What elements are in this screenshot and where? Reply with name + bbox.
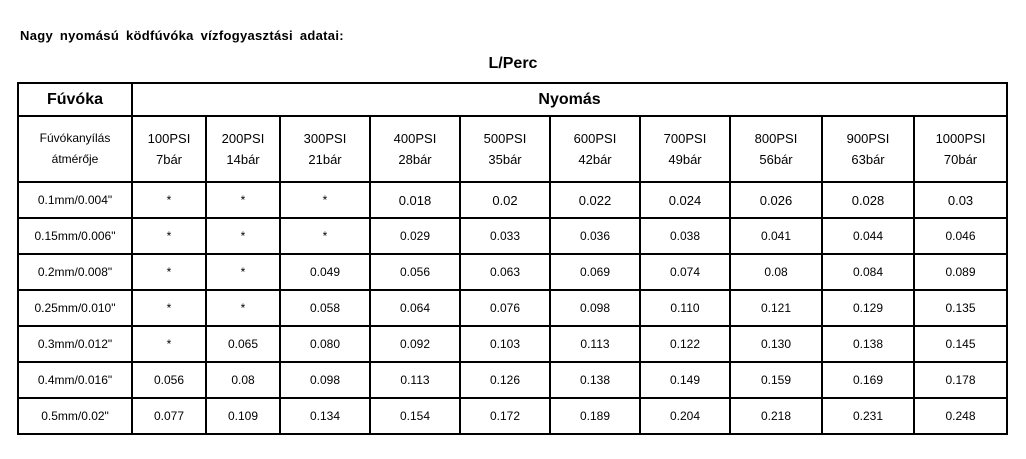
flow-value-cell: 0.154: [370, 398, 460, 434]
flow-value-cell: *: [132, 326, 206, 362]
pressure-header-cell: [550, 116, 640, 182]
pressure-header-cell: [206, 116, 280, 182]
nozzle-size-cell: 0.1mm/0.004": [18, 182, 132, 218]
flow-value-cell: 0.145: [914, 326, 1007, 362]
flow-value-cell: *: [132, 290, 206, 326]
flow-value-cell: 0.084: [822, 254, 914, 290]
flow-value-cell: 0.028: [822, 182, 914, 218]
table-row: [18, 254, 1007, 290]
pressure-bar: 63bár: [851, 152, 885, 167]
pressure-psi: 1000PSI: [935, 131, 986, 146]
pressure-header-cell: [132, 116, 206, 182]
pressure-psi: 400PSI: [393, 131, 437, 146]
diameter-header: [18, 116, 132, 182]
flow-value-cell: 0.178: [914, 362, 1007, 398]
flow-value-cell: *: [280, 218, 370, 254]
pressure-bar: 70bár: [943, 152, 978, 167]
pressure-bar: 14bár: [226, 152, 260, 167]
flow-value-cell: 0.08: [206, 362, 280, 398]
pressure-header-cell: [822, 116, 914, 182]
flow-value-cell: 0.036: [550, 218, 640, 254]
pressure-bar: 21bár: [308, 152, 342, 167]
flow-value-cell: 0.064: [370, 290, 460, 326]
pressure-bar: 42bár: [578, 152, 612, 167]
diameter-label-line2: átmérője: [51, 152, 99, 166]
flow-value-cell: 0.231: [822, 398, 914, 434]
flow-value-cell: *: [280, 182, 370, 218]
table-row: [18, 326, 1007, 362]
flow-value-cell: 0.03: [914, 182, 1007, 218]
table-row: [18, 362, 1007, 398]
flow-value-cell: 0.049: [280, 254, 370, 290]
page-heading: Nagy nyomású ködfúvóka vízfogyasztási adatai:: [20, 28, 344, 43]
flow-value-cell: 0.026: [730, 182, 822, 218]
water-consumption-table: [17, 82, 1008, 435]
unit-label: L/Perc: [488, 55, 538, 72]
pressure-header: Nyomás: [132, 83, 1007, 116]
flow-value-cell: 0.024: [640, 182, 730, 218]
flow-value-cell: 0.149: [640, 362, 730, 398]
flow-value-cell: 0.130: [730, 326, 822, 362]
flow-value-cell: 0.041: [730, 218, 822, 254]
flow-value-cell: 0.098: [550, 290, 640, 326]
flow-value-cell: 0.080: [280, 326, 370, 362]
pressure-header-cell: [914, 116, 1007, 182]
flow-value-cell: 0.248: [914, 398, 1007, 434]
flow-value-cell: 0.159: [730, 362, 822, 398]
nozzle-size-cell: 0.25mm/0.010": [18, 290, 132, 326]
flow-value-cell: 0.046: [914, 218, 1007, 254]
pressure-psi: 500PSI: [483, 131, 527, 146]
flow-value-cell: 0.089: [914, 254, 1007, 290]
flow-value-cell: *: [132, 182, 206, 218]
header-row-pressures: [18, 116, 1007, 182]
flow-value-cell: 0.076: [460, 290, 550, 326]
diameter-label-line1: Fúvókanyílás: [39, 131, 111, 145]
table-row: [18, 218, 1007, 254]
flow-value-cell: 0.098: [280, 362, 370, 398]
pressure-psi: 800PSI: [754, 131, 798, 146]
pressure-psi: 100PSI: [147, 131, 191, 146]
pressure-psi: 200PSI: [221, 131, 265, 146]
flow-value-cell: 0.126: [460, 362, 550, 398]
flow-value-cell: 0.069: [550, 254, 640, 290]
flow-value-cell: *: [206, 254, 280, 290]
flow-value-cell: 0.056: [370, 254, 460, 290]
pressure-bar: 7bár: [155, 152, 183, 167]
flow-value-cell: *: [206, 182, 280, 218]
nozzle-size-cell: 0.5mm/0.02": [18, 398, 132, 434]
flow-value-cell: 0.044: [822, 218, 914, 254]
nozzle-header: Fúvóka: [18, 83, 132, 116]
flow-value-cell: 0.074: [640, 254, 730, 290]
nozzle-size-cell: 0.15mm/0.006": [18, 218, 132, 254]
flow-value-cell: 0.018: [370, 182, 460, 218]
pressure-bar: 49bár: [668, 152, 702, 167]
pressure-psi: 600PSI: [573, 131, 617, 146]
flow-value-cell: 0.134: [280, 398, 370, 434]
pressure-bar: 56bár: [759, 152, 793, 167]
pressure-psi: 900PSI: [846, 131, 890, 146]
flow-value-cell: 0.110: [640, 290, 730, 326]
flow-value-cell: 0.092: [370, 326, 460, 362]
flow-value-cell: *: [132, 218, 206, 254]
flow-value-cell: 0.056: [132, 362, 206, 398]
flow-value-cell: 0.02: [460, 182, 550, 218]
pressure-psi: 700PSI: [663, 131, 707, 146]
flow-value-cell: 0.063: [460, 254, 550, 290]
flow-value-cell: *: [206, 290, 280, 326]
flow-value-cell: 0.058: [280, 290, 370, 326]
nozzle-size-cell: 0.4mm/0.016": [18, 362, 132, 398]
pressure-bar: 28bár: [398, 152, 432, 167]
table-row: [18, 398, 1007, 434]
pressure-header-cell: [730, 116, 822, 182]
flow-value-cell: 0.029: [370, 218, 460, 254]
flow-value-cell: 0.109: [206, 398, 280, 434]
flow-value-cell: 0.138: [550, 362, 640, 398]
flow-value-cell: 0.038: [640, 218, 730, 254]
flow-value-cell: 0.022: [550, 182, 640, 218]
flow-value-cell: 0.065: [206, 326, 280, 362]
nozzle-size-cell: 0.2mm/0.008": [18, 254, 132, 290]
flow-value-cell: 0.121: [730, 290, 822, 326]
flow-value-cell: 0.08: [730, 254, 822, 290]
flow-value-cell: 0.135: [914, 290, 1007, 326]
flow-value-cell: 0.113: [370, 362, 460, 398]
pressure-bar: 35bár: [488, 152, 522, 167]
flow-value-cell: 0.033: [460, 218, 550, 254]
flow-value-cell: 0.077: [132, 398, 206, 434]
pressure-header-cell: [370, 116, 460, 182]
flow-value-cell: 0.218: [730, 398, 822, 434]
flow-value-cell: 0.169: [822, 362, 914, 398]
flow-value-cell: *: [206, 218, 280, 254]
flow-value-cell: 0.103: [460, 326, 550, 362]
flow-value-cell: *: [132, 254, 206, 290]
table-row: [18, 290, 1007, 326]
flow-value-cell: 0.204: [640, 398, 730, 434]
nozzle-size-cell: 0.3mm/0.012": [18, 326, 132, 362]
flow-value-cell: 0.129: [822, 290, 914, 326]
flow-value-cell: 0.189: [550, 398, 640, 434]
flow-value-cell: 0.172: [460, 398, 550, 434]
pressure-header-cell: [460, 116, 550, 182]
table-row: [18, 182, 1007, 218]
pressure-header-cell: [640, 116, 730, 182]
flow-value-cell: 0.138: [822, 326, 914, 362]
flow-value-cell: 0.122: [640, 326, 730, 362]
pressure-header-cell: [280, 116, 370, 182]
pressure-psi: 300PSI: [303, 131, 347, 146]
flow-value-cell: 0.113: [550, 326, 640, 362]
header-row-main: [18, 83, 1007, 116]
